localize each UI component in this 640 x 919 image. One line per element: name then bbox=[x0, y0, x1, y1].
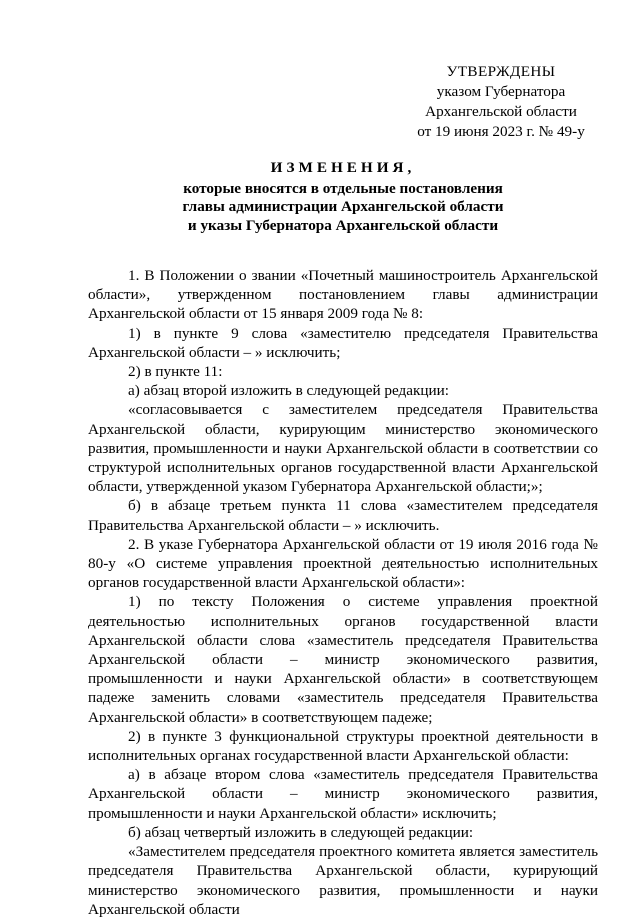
paragraph: 2) в пункте 11: bbox=[128, 363, 223, 381]
approval-stamp-block bbox=[400, 62, 602, 142]
document-heading bbox=[88, 159, 598, 235]
paragraph: а) абзац второй изложить в следующей редакции: bbox=[128, 382, 450, 400]
paragraph: а) в абзаце втором слова «заместитель председателя Правительства Архангельской области – министр экономического развития, промышленности и науки Архангельской области» исключить; bbox=[88, 766, 598, 822]
approval-issuer: указом Губернатора bbox=[436, 83, 566, 100]
paragraph: 1. В Положении о звании «Почетный машиностроитель Архангельской области», утвержденном постановлением главы администрации Архангельской области от 15 января 2009 года № 8: bbox=[88, 267, 598, 323]
paragraph: «Заместителем председателя проектного комитета является заместитель председателя Правительства Архангельской области, курирующий министерство экономического развития, промышленности и науки Архангельской области bbox=[88, 843, 598, 918]
paragraph: б) в абзаце третьем пункта 11 слова «заместителем председателя Правительства Архангельской области – » исключить. bbox=[88, 497, 598, 534]
approval-date-number: от 19 июня 2023 г. № 49-у bbox=[417, 123, 585, 140]
document-body bbox=[88, 266, 598, 919]
paragraph: 2. В указе Губернатора Архангельской области от 19 июля 2016 года № 80-у «О системе управления проектной деятельностью исполнительных органов государственной власти Архангельской области»: bbox=[88, 535, 598, 592]
heading-line-2: главы администрации Архангельской области bbox=[182, 198, 504, 215]
paragraph: б) абзац четвертый изложить в следующей редакции: bbox=[128, 823, 474, 841]
approval-region: Архангельской области bbox=[425, 103, 577, 120]
paragraph: 1) по тексту Положения о системе управления проектной деятельностью исполнительных органов государственной власти Архангельской области слова «заместитель председателя Правительства Архангельской области – министр экономического развития, промышленности и науки Архангельской области» в соответствующем падеже заменить словами «заместитель председателя Правительства Архангельской области» в соответствующем падеже; bbox=[88, 593, 598, 726]
heading-line-3: и указы Губернатора Архангельской области bbox=[187, 216, 499, 234]
heading-line-1: которые вносятся в отдельные постановления bbox=[183, 179, 503, 197]
paragraph: 2) в пункте 3 функциональной структуры проектной деятельности в исполнительных органах государственной власти Архангельской области: bbox=[88, 727, 598, 765]
heading-title: ИЗМЕНЕНИЯ, bbox=[270, 159, 416, 176]
paragraph: «согласовывается с заместителем председателя Правительства Архангельской области, курирующим министерство экономического развития, промышленности и науки Архангельской области в соответствии со структурой исполнительных органов государственной власти Архангельской области, утвержденной указом Губернатора Архангельской области;»; bbox=[88, 401, 598, 496]
approval-title: УТВЕРЖДЕНЫ bbox=[446, 63, 556, 80]
paragraph: 1) в пункте 9 слова «заместителю председателя Правительства Архангельской области – » исключить; bbox=[88, 324, 598, 361]
